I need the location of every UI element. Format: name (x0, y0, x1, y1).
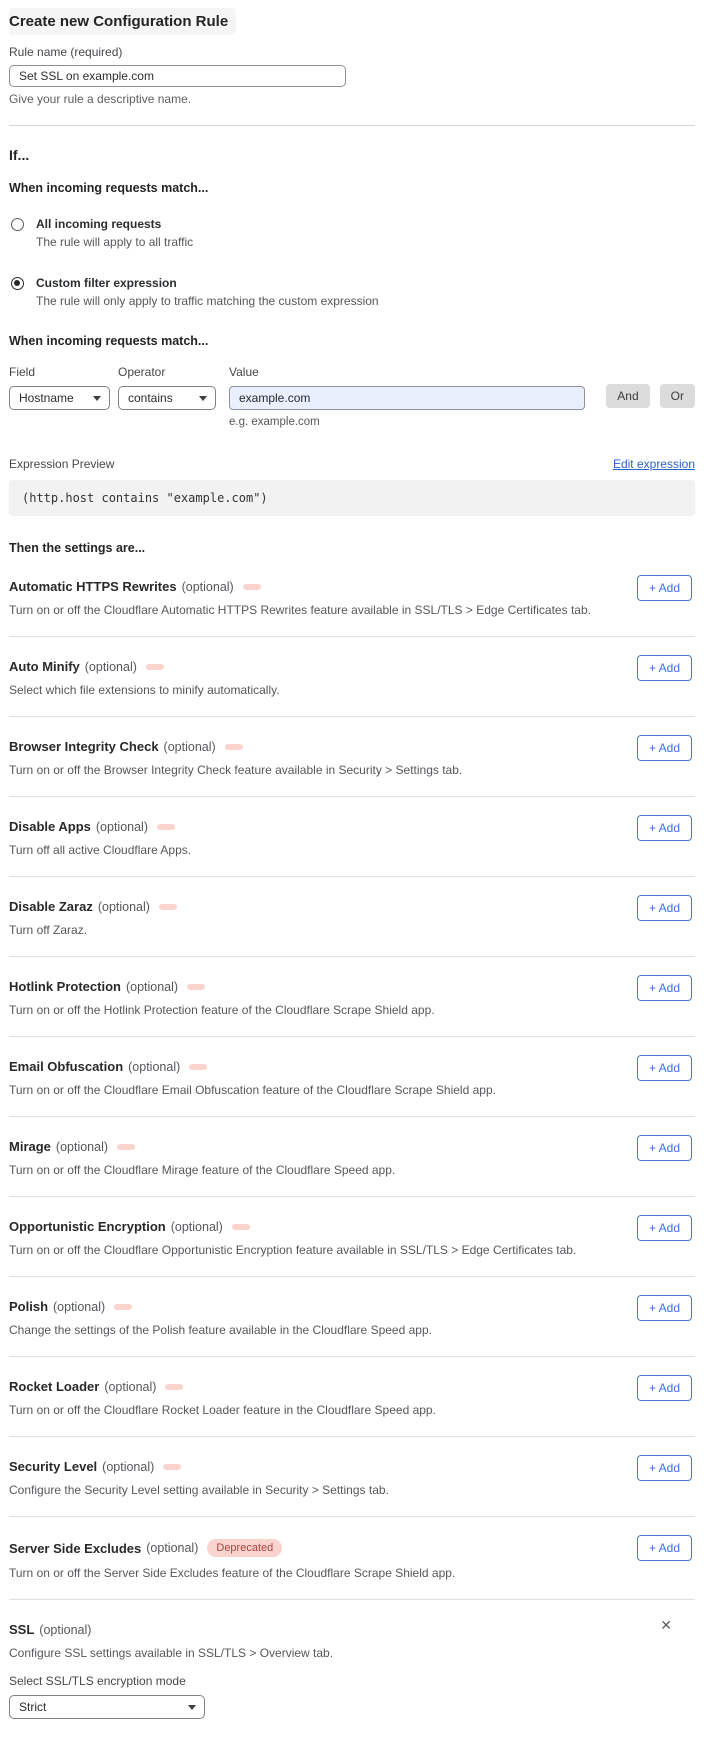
setting-add-button[interactable]: + Add (637, 1535, 692, 1561)
setting-description: Turn on or off the Cloudflare Rocket Loader feature in the Cloudflare Speed app. (9, 1403, 436, 1417)
setting-optional-label: (optional) (163, 739, 216, 754)
setting-optional-label: (optional) (146, 1541, 199, 1555)
setting-description: Turn off all active Cloudflare Apps. (9, 843, 192, 857)
ssl-setting-panel (9, 1600, 695, 1719)
setting-title: Server Side Excludes (9, 1540, 142, 1556)
setting-description: Select which file extensions to minify automatically. (9, 683, 280, 697)
ssl-description: Configure SSL settings available in SSL/TLS > Overview tab. (9, 1646, 334, 1660)
setting-add-button[interactable]: + Add (637, 1215, 692, 1241)
ssl-mode-select[interactable] (9, 1695, 205, 1719)
deprecated-badge (243, 584, 261, 590)
ssl-mode-label: Select SSL/TLS encryption mode (9, 1674, 186, 1688)
setting-optional-label: (optional) (104, 1379, 157, 1394)
setting-optional-label: (optional) (53, 1299, 106, 1314)
setting-row (9, 637, 695, 717)
field-select[interactable] (9, 386, 110, 410)
setting-title: Opportunistic Encryption (9, 1219, 166, 1234)
if-heading: If... (9, 147, 30, 163)
chevron-down-icon (93, 396, 101, 401)
value-label: Value (229, 365, 259, 379)
setting-add-button[interactable]: + Add (637, 1295, 692, 1321)
radio-circle-1[interactable] (11, 277, 24, 290)
builder-heading: When incoming requests match... (9, 334, 209, 348)
setting-row (9, 797, 695, 877)
setting-row (9, 1037, 695, 1117)
expression-builder (9, 334, 695, 428)
deprecated-badge (163, 1464, 181, 1470)
setting-title: Hotlink Protection (9, 979, 121, 994)
edit-expression-link[interactable]: Edit expression (612, 457, 695, 471)
radio-circle-0[interactable] (11, 218, 24, 231)
setting-description: Turn off Zaraz. (9, 923, 88, 937)
radio-label: All incoming requests (36, 217, 162, 231)
chevron-down-icon (199, 396, 207, 401)
setting-title: Automatic HTTPS Rewrites (9, 579, 177, 594)
setting-row (9, 1437, 695, 1517)
setting-optional-label: (optional) (102, 1459, 155, 1474)
setting-title: Disable Zaraz (9, 899, 93, 914)
value-hint: e.g. example.com (229, 416, 320, 428)
setting-row (9, 717, 695, 797)
setting-optional-label: (optional) (125, 979, 179, 994)
setting-row (9, 1517, 695, 1600)
then-heading: Then the settings are... (9, 541, 146, 555)
page-title: Create new Configuration Rule (9, 8, 236, 35)
setting-add-button[interactable]: + Add (637, 1375, 692, 1401)
setting-row (9, 557, 695, 637)
deprecated-badge: Deprecated (207, 1539, 282, 1557)
setting-row (9, 1117, 695, 1197)
setting-add-button[interactable]: + Add (637, 1455, 692, 1481)
setting-add-button[interactable]: + Add (637, 575, 692, 601)
setting-row (9, 1197, 695, 1277)
setting-optional-label: (optional) (170, 1219, 223, 1234)
radio-option-custom-filter[interactable] (9, 276, 695, 308)
setting-optional-label: (optional) (84, 659, 137, 674)
operator-select[interactable] (118, 386, 216, 410)
deprecated-badge (187, 984, 205, 990)
setting-row (9, 957, 695, 1037)
setting-description: Turn on or off the Cloudflare Email Obfuscation feature of the Cloudflare Scrape Shield app. (9, 1083, 496, 1097)
setting-description: Configure the Security Level setting available in Security > Settings tab. (9, 1483, 389, 1497)
setting-description: Turn on or off the Cloudflare Mirage feature of the Cloudflare Speed app. (9, 1163, 396, 1177)
setting-description: Change the settings of the Polish feature available in the Cloudflare Speed app. (9, 1323, 432, 1337)
setting-optional-label: (optional) (181, 579, 234, 594)
close-icon[interactable]: ✕ (660, 1617, 672, 1633)
expression-preview-code: (http.host contains "example.com") (9, 480, 695, 516)
rule-name-group (9, 45, 695, 106)
setting-description: Turn on or off the Cloudflare Automatic HTTPS Rewrites feature available in SSL/TLS > Edge Certificates tab. (9, 603, 591, 617)
ssl-optional-label: (optional) (39, 1622, 92, 1637)
deprecated-badge (157, 824, 175, 830)
deprecated-badge (159, 904, 177, 910)
setting-add-button[interactable]: + Add (637, 1135, 692, 1161)
setting-title: Browser Integrity Check (9, 739, 159, 754)
expression-preview-label: Expression Preview (9, 457, 115, 471)
setting-description: Turn on or off the Hotlink Protection feature of the Cloudflare Scrape Shield app. (9, 1003, 435, 1017)
field-label: Field (9, 365, 36, 379)
setting-title: Auto Minify (9, 659, 80, 674)
expression-preview-header (9, 457, 695, 471)
setting-row (9, 1357, 695, 1437)
radio-description: The rule will only apply to traffic matching the custom expression (36, 294, 379, 308)
setting-add-button[interactable]: + Add (637, 655, 692, 681)
rule-name-help: Give your rule a descriptive name. (9, 92, 192, 106)
setting-title: Security Level (9, 1459, 98, 1474)
radio-label: Custom filter expression (36, 276, 177, 290)
setting-description: Turn on or off the Server Side Excludes feature of the Cloudflare Scrape Shield app. (9, 1566, 456, 1580)
deprecated-badge (114, 1304, 132, 1310)
setting-title: Email Obfuscation (9, 1059, 124, 1074)
rule-name-input[interactable] (9, 65, 346, 87)
radio-option-all-incoming[interactable] (9, 217, 695, 249)
setting-title: Rocket Loader (9, 1379, 100, 1394)
operator-select-value: contains (128, 391, 173, 405)
deprecated-badge (225, 744, 243, 750)
setting-description: Turn on or off the Browser Integrity Check feature available in Security > Settings tab. (9, 763, 463, 777)
deprecated-badge (117, 1144, 135, 1150)
field-select-value: Hostname (19, 391, 74, 405)
setting-add-button[interactable]: + Add (637, 1055, 692, 1081)
settings-list (9, 557, 695, 1600)
match-radio-group (9, 217, 695, 308)
operator-label: Operator (118, 365, 166, 379)
radio-description: The rule will apply to all traffic (36, 235, 194, 249)
setting-optional-label: (optional) (97, 899, 150, 914)
match-heading: When incoming requests match... (9, 181, 209, 195)
setting-add-button[interactable]: + Add (637, 975, 692, 1001)
section-divider (9, 125, 695, 126)
setting-description: Turn on or off the Cloudflare Opportunistic Encryption feature available in SSL/TLS > Edge Certificates tab. (9, 1243, 577, 1257)
chevron-down-icon (188, 1705, 196, 1710)
setting-title: Mirage (9, 1139, 51, 1154)
setting-add-button[interactable]: + Add (637, 815, 692, 841)
value-input[interactable] (229, 386, 585, 410)
deprecated-badge (165, 1384, 183, 1390)
deprecated-badge (146, 664, 164, 670)
setting-optional-label: (optional) (55, 1139, 109, 1154)
rule-name-label: Rule name (required) (9, 45, 123, 59)
setting-row (9, 1277, 695, 1357)
setting-title: Polish (9, 1299, 49, 1314)
setting-row (9, 877, 695, 957)
setting-add-button[interactable]: + Add (637, 735, 692, 761)
setting-optional-label: (optional) (128, 1059, 181, 1074)
deprecated-badge (189, 1064, 207, 1070)
deprecated-badge (232, 1224, 250, 1230)
ssl-mode-select-value: Strict (19, 1700, 47, 1714)
ssl-title: SSL (9, 1622, 35, 1637)
setting-add-button[interactable]: + Add (637, 895, 692, 921)
setting-optional-label: (optional) (95, 819, 148, 834)
and-button[interactable]: And (606, 384, 649, 408)
or-button[interactable]: Or (660, 384, 695, 408)
setting-title: Disable Apps (9, 819, 91, 834)
